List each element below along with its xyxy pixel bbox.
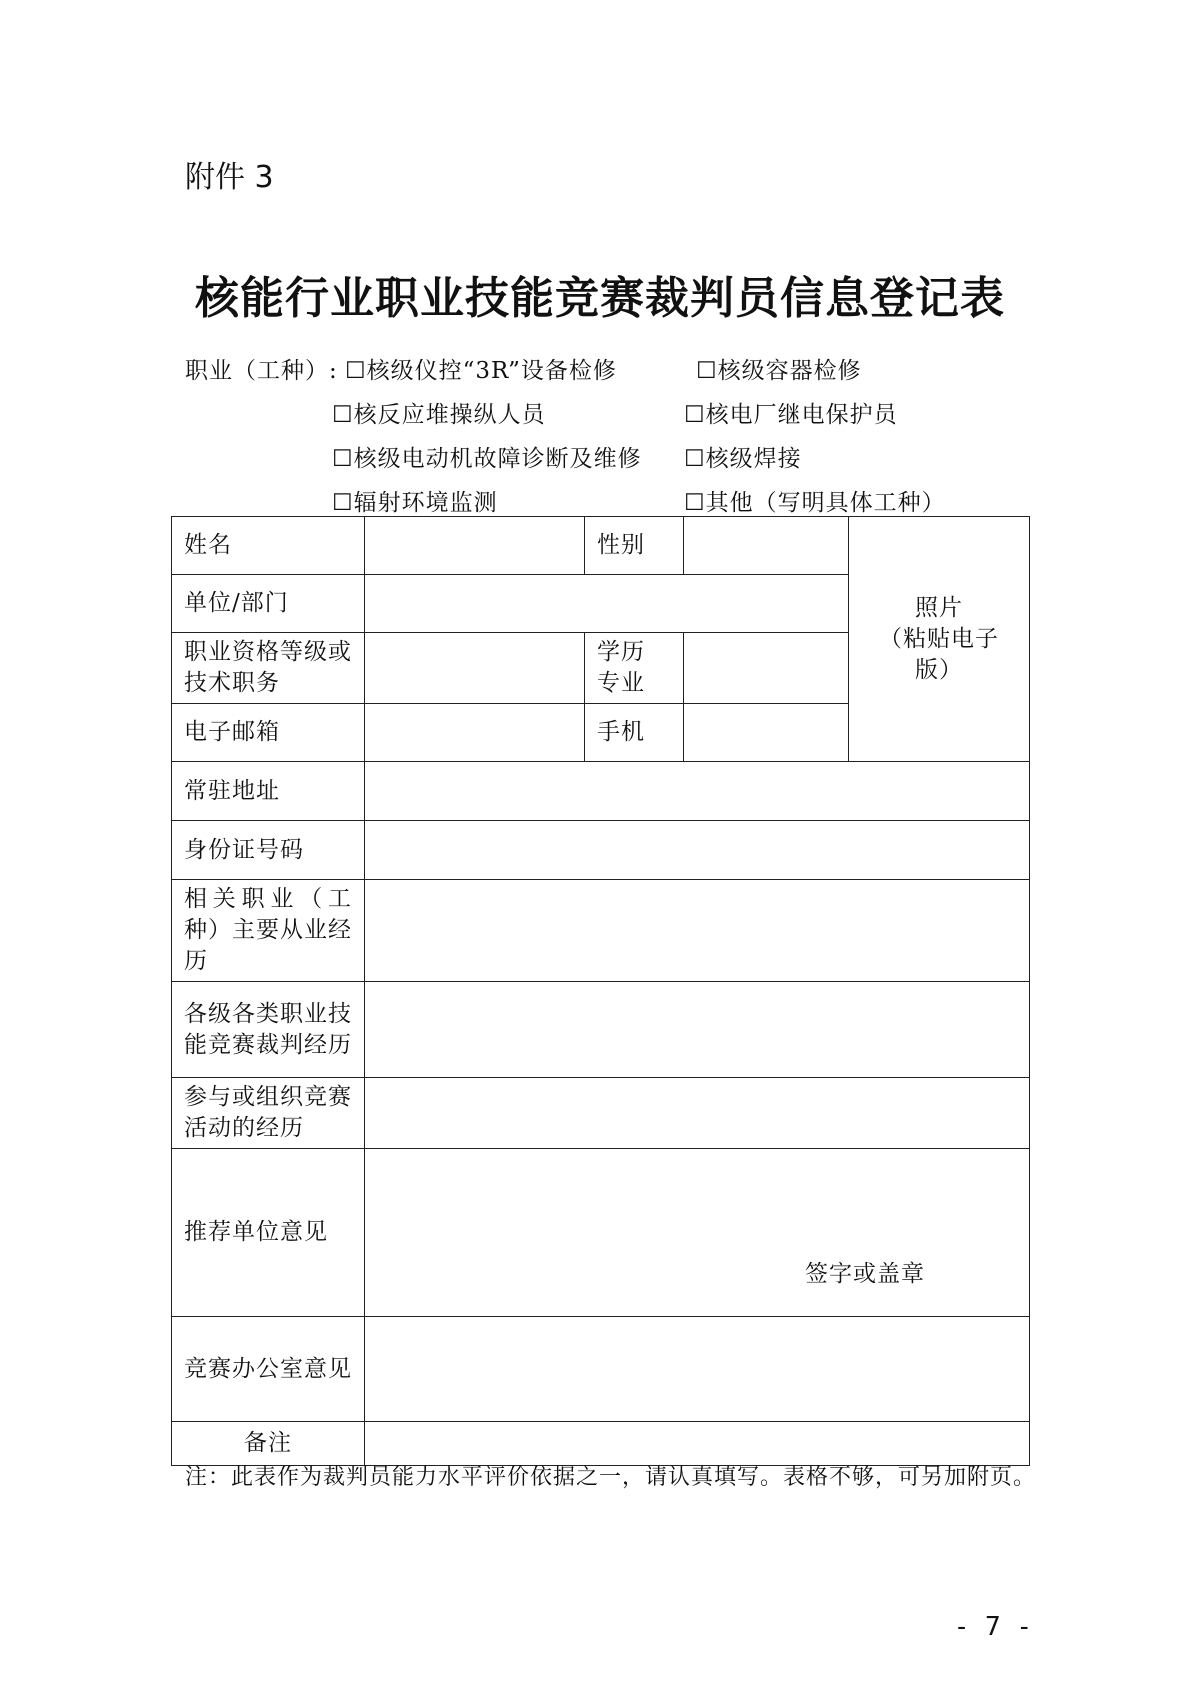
education-label: 学历 专业 [585, 633, 684, 704]
gender-label: 性别 [585, 517, 684, 575]
experience-label: 相关职业（工种）主要从业经历 [172, 880, 365, 982]
photo-placeholder[interactable] [849, 517, 1030, 762]
occupation-option-relay-protection[interactable]: ☐核电厂继电保护员 [684, 402, 898, 428]
remarks-label: 备注 [172, 1422, 365, 1466]
occupation-option-other[interactable]: ☐其他（写明具体工种） [684, 490, 946, 516]
unit-field[interactable] [365, 575, 849, 633]
form-title: 核能行业职业技能竞赛裁判员信息登记表 [195, 273, 1005, 324]
occupation-option-reactor-operator[interactable]: ☐核反应堆操纵人员 [332, 402, 546, 428]
referee-experience-label: 各级各类职业技能竞赛裁判经历 [172, 982, 365, 1078]
name-field[interactable] [365, 517, 585, 575]
signature-label: 签字或盖章 [805, 1261, 925, 1287]
organize-experience-label: 参与或组织竞赛活动的经历 [172, 1078, 365, 1149]
recommend-field[interactable] [365, 1149, 1030, 1317]
occupation-option-instrument-control[interactable]: ☐核级仪控“3R”设备检修 [345, 358, 617, 384]
phone-field[interactable] [684, 704, 849, 762]
address-label: 常驻地址 [172, 762, 365, 821]
id-number-label: 身份证号码 [172, 821, 365, 880]
experience-field[interactable] [365, 880, 1030, 982]
footer-note: 注：此表作为裁判员能力水平评价依据之一，请认真填写。表格不够，可另加附页。 [185, 1465, 1037, 1490]
email-field[interactable] [365, 704, 585, 762]
occupation-option-container-repair[interactable]: ☐核级容器检修 [696, 358, 862, 384]
address-field[interactable] [365, 762, 1030, 821]
email-label: 电子邮箱 [172, 704, 365, 762]
education-field[interactable] [684, 633, 849, 704]
name-label: 姓名 [172, 517, 365, 575]
photo-label: 照片 （粘贴电子 版） [879, 594, 999, 683]
occupation-option-welding[interactable]: ☐核级焊接 [684, 446, 802, 472]
qualification-label: 职业资格等级或技术职务 [172, 633, 365, 704]
remarks-field[interactable] [365, 1422, 1030, 1466]
occupation-label: 职业（工种）: [185, 358, 338, 384]
phone-label: 手机 [585, 704, 684, 762]
occupation-option-motor-diagnosis[interactable]: ☐核级电动机故障诊断及维修 [332, 446, 642, 472]
gender-field[interactable] [684, 517, 849, 575]
registration-form-table [171, 516, 1030, 1466]
office-opinion-label: 竞赛办公室意见 [172, 1317, 365, 1422]
id-number-field[interactable] [365, 821, 1030, 880]
organize-experience-field[interactable] [365, 1078, 1030, 1149]
recommend-label: 推荐单位意见 [172, 1149, 365, 1317]
page-number: - 7 - [953, 1612, 1032, 1642]
referee-experience-field[interactable] [365, 982, 1030, 1078]
attachment-label: 附件 3 [185, 160, 274, 195]
office-opinion-field[interactable] [365, 1317, 1030, 1422]
unit-label: 单位/部门 [172, 575, 365, 633]
qualification-field[interactable] [365, 633, 585, 704]
occupation-option-radiation-monitoring[interactable]: ☐辐射环境监测 [332, 490, 498, 516]
